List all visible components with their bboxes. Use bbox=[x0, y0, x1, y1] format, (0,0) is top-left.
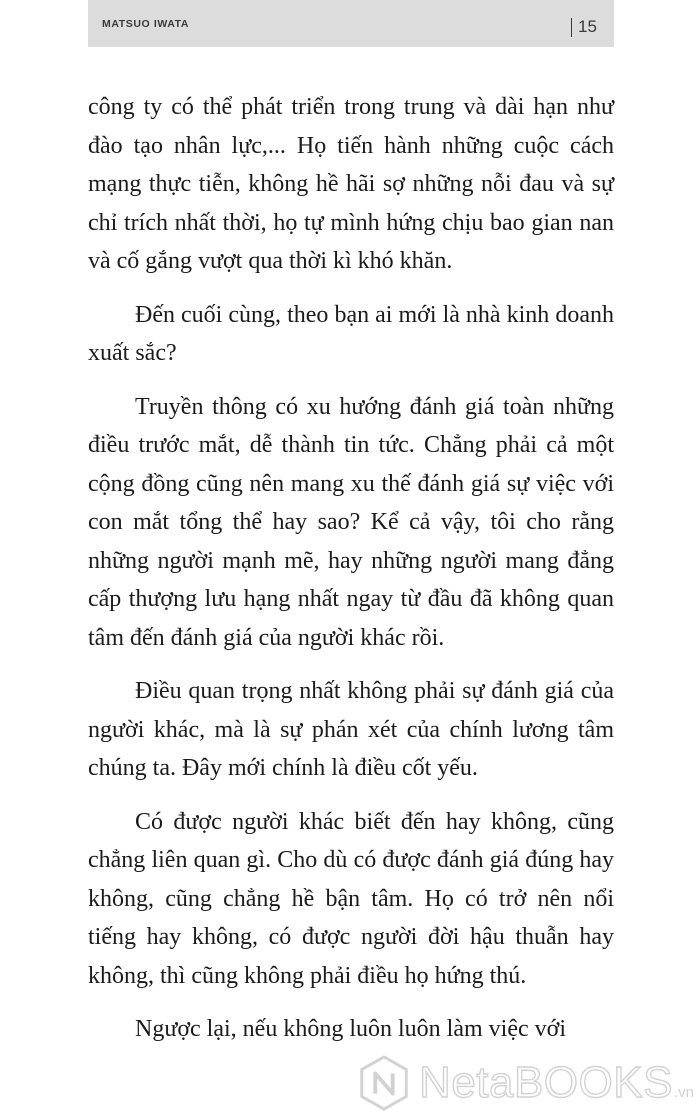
header-author: MATSUO IWATA bbox=[102, 18, 190, 30]
netabooks-logo-icon bbox=[355, 1054, 413, 1112]
paragraph: Ngược lại, nếu không luôn luôn làm việc với bbox=[135, 1016, 566, 1042]
watermark bbox=[355, 1053, 694, 1113]
watermark-brand: NetaBOOKS bbox=[419, 1058, 673, 1107]
paragraph: Truyền thông có xu hướng đánh giá toàn những điều trước mắt, dễ thành tin tức. Chẳng phải cả một cộng đồng cũng nên mang xu thế đánh giá sự việc với con mắt tổng thể hay sao? Kể cả vậy, tôi cho rằng những người mạnh mẽ, hay những người mang đẳng cấp thượng lưu hạng nhất ngay từ đầu đã không quan tâm đến đánh giá của người khác rồi. bbox=[88, 393, 614, 651]
paragraph: Đến cuối cùng, theo bạn ai mới là nhà kinh doanh xuất sắc? bbox=[88, 301, 614, 366]
watermark-suffix: .vn bbox=[673, 1084, 694, 1101]
paragraph: Điều quan trọng nhất không phải sự đánh giá của người khác, mà là sự phán xét của chính lương tâm chúng ta. Đây mới chính là điều cốt yếu. bbox=[88, 678, 614, 781]
page-body bbox=[88, 88, 614, 1064]
paragraph-continued: công ty có thể phát triển trong trung và dài hạn như đào tạo nhân lực,... Họ tiến hành những cuộc cách mạng thực tiễn, không hề hãi sợ những nỗi đau và sự chỉ trích nhất thời, họ tự mình hứng chịu bao gian nan và cố gắng vượt qua thời kì khó khăn. bbox=[88, 94, 614, 274]
header-divider bbox=[571, 18, 572, 37]
page-number: 15 bbox=[578, 17, 597, 36]
running-header bbox=[88, 0, 614, 47]
paragraph: Có được người khác biết đến hay không, cũng chẳng liên quan gì. Cho dù có được đánh giá đúng hay không, cũng chẳng hề bận tâm. Họ có trở nên nổi tiếng hay không, có được người đời hậu thuẫn hay không, thì cũng không phải điều họ hứng thú. bbox=[88, 808, 614, 989]
